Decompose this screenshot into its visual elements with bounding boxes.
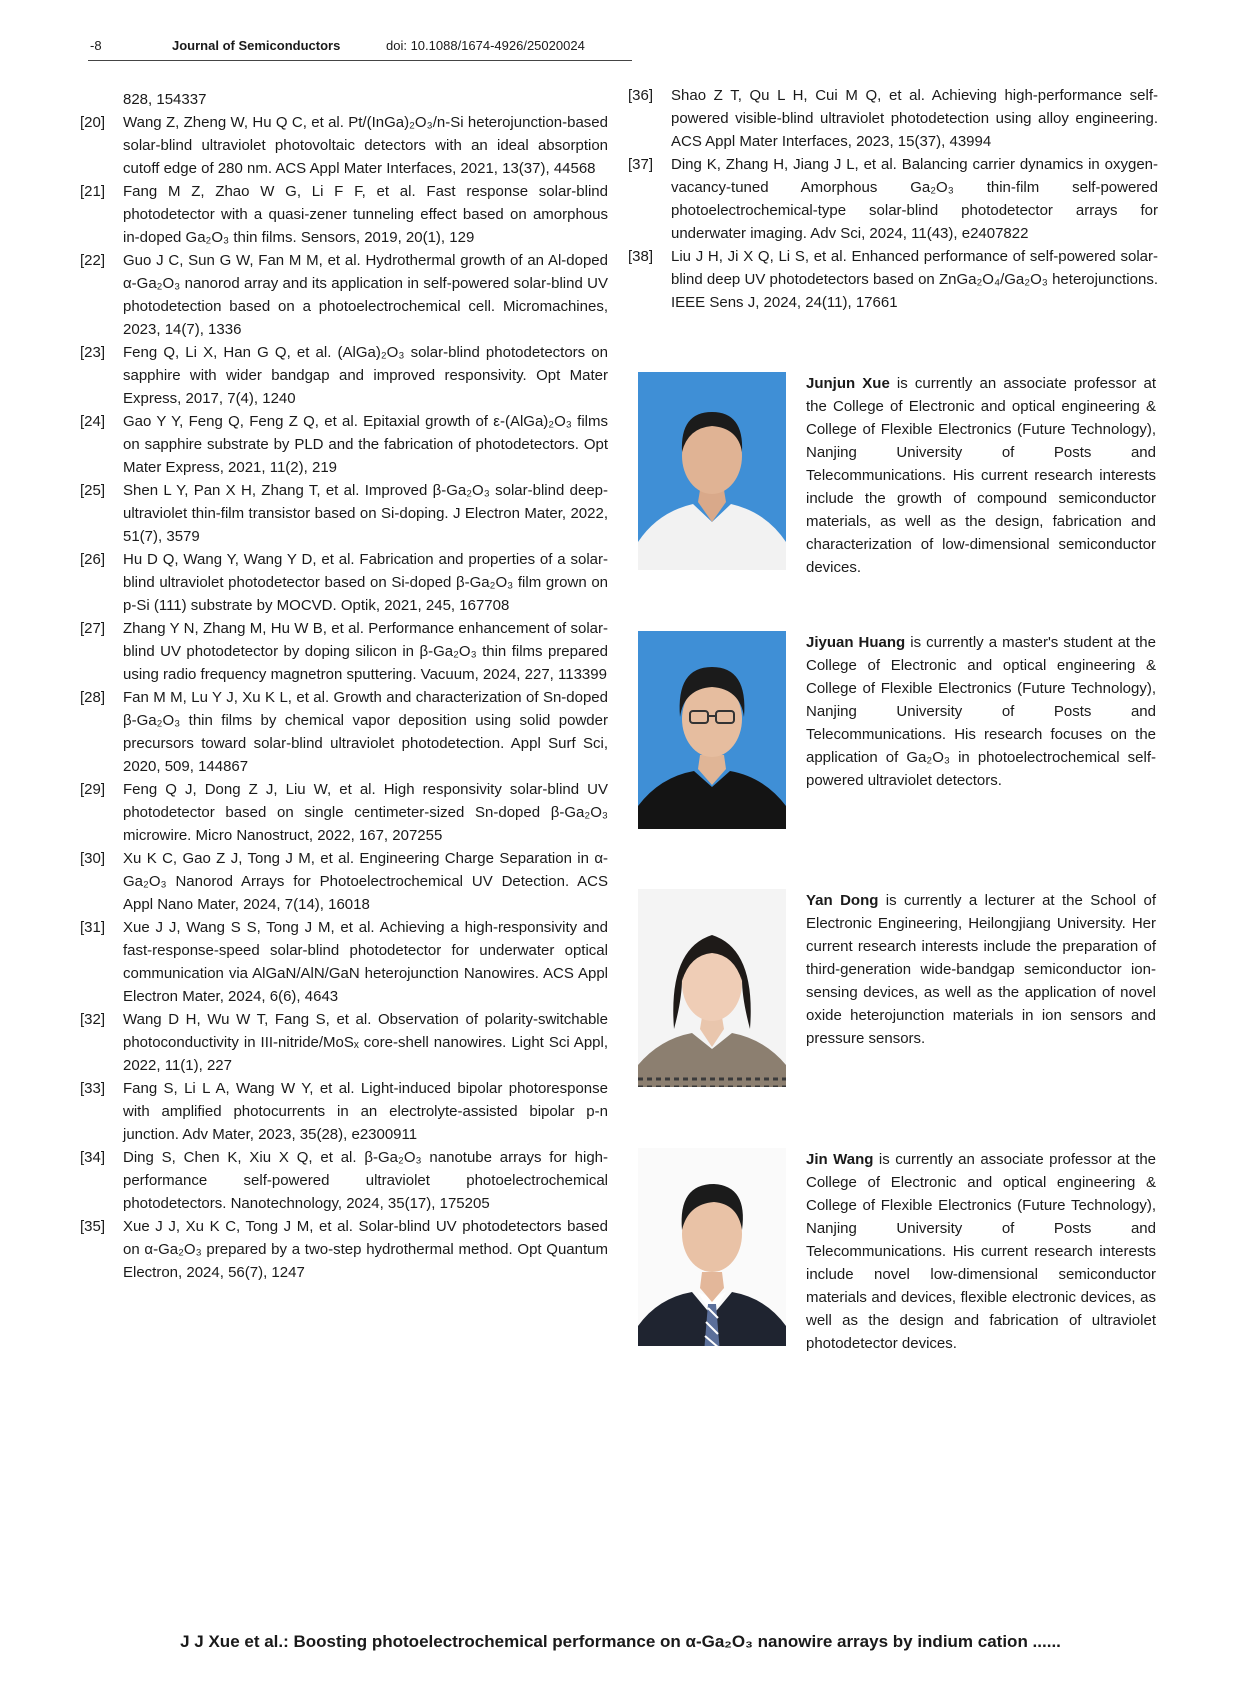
running-header	[90, 38, 630, 60]
reference-item: [31] Xue J J, Wang S S, Tong J M, et al. Achieving a high-responsivity and fast-response-speed solar-blind photodetector for underwater optical communication via AlGaN/AlN/GaN heterojunction Nanowires. ACS Appl Electron Mater, 2024, 6(6), 4643	[80, 919, 608, 1005]
reference-item: [37] Ding K, Zhang H, Jiang J L, et al. Balancing carrier dynamics in oxygen-vacancy-tuned Amorphous Ga₂O₃ thin-film self-powered photoelectrochemical-type solar-blind photodetector arrays for underwater imaging. Adv Sci, 2024, 11(43), e2407822	[628, 156, 1158, 242]
reference-item: [34] Ding S, Chen K, Xiu X Q, et al. β-Ga₂O₃ nanotube arrays for high-performance self-powered ultraviolet photoelectrochemical photodetectors. Nanotechnology, 2024, 35(17), 175205	[80, 1149, 608, 1212]
reference-item: [29] Feng Q J, Dong Z J, Liu W, et al. High responsivity solar-blind UV photodetector based on single centimeter-sized Sn-doped β-Ga₂O₃ microwire. Micro Nanostruct, 2022, 167, 207255	[80, 781, 608, 844]
reference-item: [27] Zhang Y N, Zhang M, Hu W B, et al. Performance enhancement of solar-blind UV photodetector by doping silicon in β-Ga₂O₃ thin films prepared using radio frequency magnetron sputtering. Vacuum, 2024, 227, 113399	[80, 620, 608, 683]
page-number: -8	[90, 38, 102, 53]
bio-text: Yan Dong is currently a lecturer at the School of Electronic Engineering, Heilongjiang University. Her current research interests include the preparation of third-generation wide-bandgap semiconductor ion-sensing devices, as well as the application of novel oxide heterojunction materials in ion sensors and pressure sensors.	[806, 892, 1156, 1047]
reference-item: [25] Shen L Y, Pan X H, Zhang T, et al. Improved β-Ga₂O₃ solar-blind deep-ultraviolet thin-film transistor based on Si-doping. J Electron Mater, 2022, 51(7), 3579	[80, 482, 608, 545]
references-right-column	[628, 84, 1158, 314]
running-footer: J J Xue et al.: Boosting photoelectrochemical performance on α-Ga₂O₃ nanowire arrays by indium cation ......	[180, 1632, 1061, 1651]
reference-item: [22] Guo J C, Sun G W, Fan M M, et al. Hydrothermal growth of an Al-doped α-Ga₂O₃ nanorod array and its application in self-powered solar-blind UV photodetection based on a photoelectrochemical cell. Micromachines, 2023, 14(7), 1336	[80, 252, 608, 338]
author-photo	[638, 631, 786, 829]
reference-item: [28] Fan M M, Lu Y J, Xu K L, et al. Growth and characterization of Sn-doped β-Ga₂O₃ thin films by chemical vapor deposition using solid powder precursors toward solar-blind ultraviolet photodetection. Appl Surf Sci, 2020, 509, 144867	[80, 689, 608, 775]
bio-text: Jiyuan Huang is currently a master's student at the College of Electronic and optical engineering & College of Flexible Electronics (Future Technology), Nanjing University of Posts and Telecommunications. His research focuses on the application of Ga₂O₃ in photoelectrochemical self-powered ultraviolet detectors.	[806, 634, 1156, 789]
reference-item: [38] Liu J H, Ji X Q, Li S, et al. Enhanced performance of self-powered solar-blind deep UV photodetectors based on ZnGa₂O₄/Ga₂O₃ heterojunctions. IEEE Sens J, 2024, 24(11), 17661	[628, 248, 1158, 311]
references-left-column	[80, 88, 608, 1284]
doi-text: doi: 10.1088/1674-4926/25020024	[386, 38, 585, 53]
reference-item: [24] Gao Y Y, Feng Q, Feng Z Q, et al. Epitaxial growth of ε-(AlGa)₂O₃ films on sapphire substrate by PLD and the fabrication of photodetectors. Opt Mater Express, 2021, 11(2), 219	[80, 413, 608, 476]
reference-item: [33] Fang S, Li L A, Wang W Y, et al. Light-induced bipolar photoresponse with amplified photocurrents in an electrolyte-assisted bipolar p-n junction. Adv Mater, 2023, 35(28), e2300911	[80, 1080, 608, 1143]
reference-item: [32] Wang D H, Wu W T, Fang S, et al. Observation of polarity-switchable photoconductivity in III-nitride/MoSₓ core-shell nanowires. Light Sci Appl, 2022, 11(1), 227	[80, 1011, 608, 1074]
reference-item: [23] Feng Q, Li X, Han G Q, et al. (AlGa)₂O₃ solar-blind photodetectors on sapphire with wider bandgap and improved responsivity. Opt Mater Express, 2017, 7(4), 1240	[80, 344, 608, 407]
journal-name: Journal of Semiconductors	[172, 38, 341, 53]
reference-item: [35] Xue J J, Xu K C, Tong J M, et al. Solar-blind UV photodetectors based on α-Ga₂O₃ prepared by a two-step hydrothermal method. Opt Quantum Electron, 2024, 56(7), 1247	[80, 1218, 608, 1281]
reference-item: [30] Xu K C, Gao Z J, Tong J M, et al. Engineering Charge Separation in α-Ga₂O₃ Nanorod Arrays for Photoelectrochemical UV Detection. ACS Appl Nano Mater, 2024, 7(14), 16018	[80, 850, 608, 913]
reference-item: [20] Wang Z, Zheng W, Hu Q C, et al. Pt/(InGa)₂O₃/n-Si heterojunction-based solar-blind ultraviolet photovoltaic detectors with an ideal absorption cutoff edge of 280 nm. ACS Appl Mater Interfaces, 2021, 13(37), 44568	[80, 114, 608, 177]
bio-text: Jin Wang is currently an associate professor at the College of Electronic and optical engineering & College of Flexible Electronics (Future Technology), Nanjing University of Posts and Telecommunications. His current research interests include novel low-dimensional semiconductor materials and devices, flexible electronic devices, as well as the design and fabrication of ultraviolet photodetector devices.	[806, 1151, 1157, 1352]
header-rule	[88, 60, 632, 61]
author-photo	[638, 372, 786, 570]
author-photo	[638, 889, 786, 1087]
reference-item: [21] Fang M Z, Zhao W G, Li F F, et al. Fast response solar-blind photodetector with a quasi-zener tunneling effect based on amorphous in-doped Ga₂O₃ thin films. Sensors, 2019, 20(1), 129	[80, 183, 608, 246]
reference-item: 828, 154337	[123, 91, 207, 108]
reference-item: [26] Hu D Q, Wang Y, Wang Y D, et al. Fabrication and properties of a solar-blind ultraviolet photodetector based on Si-doped β-Ga₂O₃ film grown on p-Si (111) substrate by MOCVD. Optik, 2021, 245, 167708	[80, 551, 608, 614]
reference-item: [36] Shao Z T, Qu L H, Cui M Q, et al. Achieving high-performance self-powered visible-blind ultraviolet photodetection using alloy engineering. ACS Appl Mater Interfaces, 2023, 15(37), 43994	[628, 87, 1158, 150]
author-photo	[638, 1148, 786, 1346]
bio-text: Junjun Xue is currently an associate professor at the College of Electronic and optical engineering & College of Flexible Electronics (Future Technology), Nanjing University of Posts and Telecommunications. His current research interests include the growth of compound semiconductor materials, as well as the design, fabrication and characterization of low-dimensional semiconductor devices.	[806, 375, 1156, 576]
